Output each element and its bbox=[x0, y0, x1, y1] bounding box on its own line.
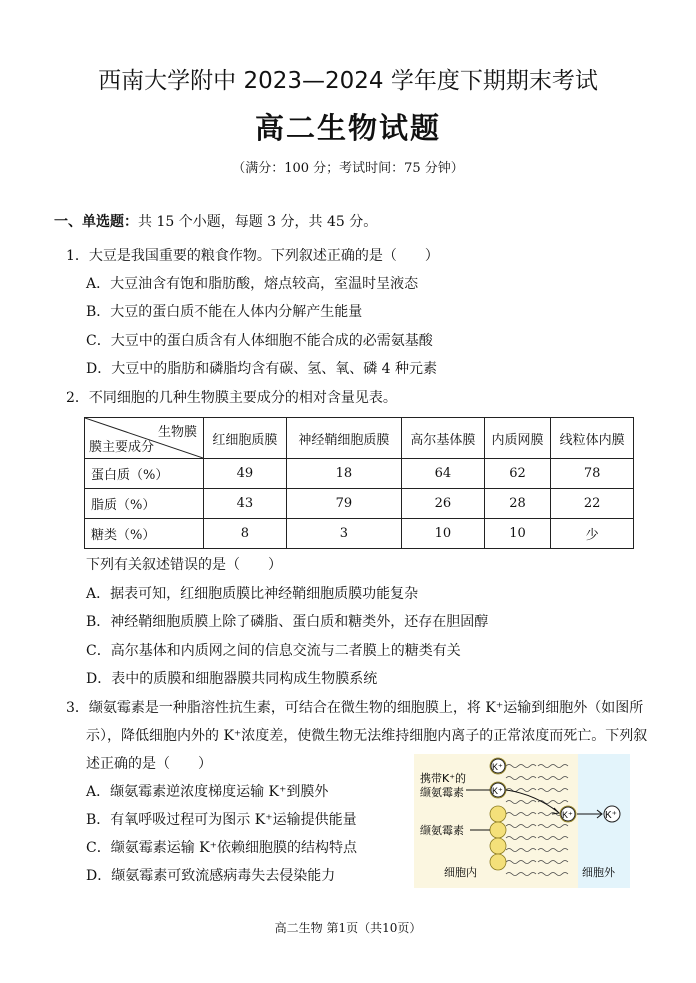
table-row bbox=[85, 489, 634, 519]
q3-stem-line2: 示），降低细胞内外的 K⁺浓度差，使微生物无法维持细胞内离子的正常浓度而死亡。下列叙 bbox=[86, 728, 648, 744]
table-cell: 10 bbox=[402, 519, 485, 549]
table-column-header: 内质网膜 bbox=[484, 418, 550, 459]
q3-option-d: D．缬氨霉素可致流感病毒失去侵染能力 bbox=[86, 868, 336, 884]
table-cell: 少 bbox=[551, 519, 634, 549]
table-cell: 22 bbox=[551, 489, 634, 519]
subject-title: 高二生物试题 bbox=[254, 111, 441, 145]
label-cell-inside: 细胞内 bbox=[444, 866, 477, 879]
page-footer: 高二生物 第1页（共10页） bbox=[274, 921, 422, 935]
q3-option-c: C．缬氨霉素运输 K⁺依赖细胞膜的结构特点 bbox=[86, 840, 358, 856]
q1-option-b: B．大豆的蛋白质不能在人体内分解产生能量 bbox=[86, 304, 363, 320]
section-label: 一、单选题： bbox=[54, 214, 138, 230]
table-cell: 26 bbox=[402, 489, 485, 519]
table-column-header: 红细胞质膜 bbox=[204, 418, 287, 459]
school-exam-title: 西南大学附中 2023—2024 学年度下期期末考试 bbox=[98, 68, 598, 94]
q2-option-a: A．据表可知，红细胞质膜比神经鞘细胞质膜功能复杂 bbox=[86, 586, 419, 602]
ion-label: K⁺ bbox=[492, 786, 503, 796]
ion-label: K⁺ bbox=[562, 810, 573, 820]
label-cell-outside: 细胞外 bbox=[582, 866, 615, 879]
q2-option-c: C．高尔基体和内质网之间的信息交流与二者膜上的糖类有关 bbox=[86, 643, 461, 659]
table-cell: 78 bbox=[551, 459, 634, 489]
corner-label-top: 生物膜 bbox=[157, 425, 197, 440]
q2-stem: 2．不同细胞的几种生物膜主要成分的相对含量见表。 bbox=[66, 390, 397, 406]
table-corner-cell bbox=[85, 418, 204, 459]
label-valinomycin: 缬氨霉素 bbox=[420, 824, 464, 837]
table-cell: 28 bbox=[484, 489, 550, 519]
table-cell: 43 bbox=[204, 489, 287, 519]
table-cell: 62 bbox=[484, 459, 550, 489]
q3-stem-line1: 3．缬氨霉素是一种脂溶性抗生素，可结合在微生物的细胞膜上，将 K⁺运输到细胞外（如图所 bbox=[66, 700, 644, 716]
table-row bbox=[85, 519, 634, 549]
q2-prompt: 下列有关叙述错误的是（ ） bbox=[86, 557, 282, 573]
q1-option-a: A．大豆油含有饱和脂肪酸，熔点较高，室温时呈液态 bbox=[86, 276, 419, 292]
table-cell: 49 bbox=[204, 459, 287, 489]
table-cell: 10 bbox=[484, 519, 550, 549]
label-carrier-line2: 缬氨霉素 bbox=[420, 786, 464, 799]
q1-stem: 1．大豆是我国重要的粮食作物。下列叙述正确的是（ ） bbox=[66, 248, 439, 264]
section-desc: 共 15 个小题，每题 3 分，共 45 分。 bbox=[138, 214, 378, 230]
corner-label-bottom: 膜主要成分 bbox=[89, 440, 155, 455]
q1-option-d: D．大豆中的脂肪和磷脂均含有碳、氢、氧、磷 4 种元素 bbox=[86, 361, 438, 377]
q2-option-b: B．神经鞘细胞质膜上除了磷脂、蛋白质和糖类外，还存在胆固醇 bbox=[86, 614, 489, 630]
label-carrier-line1: 携带K⁺的 bbox=[420, 772, 467, 785]
table-row bbox=[85, 459, 634, 489]
table-cell: 18 bbox=[286, 459, 401, 489]
table-column-header: 神经鞘细胞质膜 bbox=[286, 418, 401, 459]
table-row-label: 糖类（%） bbox=[85, 519, 204, 549]
ion-label: K⁺ bbox=[492, 762, 503, 772]
table-row-label: 脂质（%） bbox=[85, 489, 204, 519]
table-column-header: 高尔基体膜 bbox=[402, 418, 485, 459]
ion-label: K⁺ bbox=[605, 810, 617, 821]
table-row-label: 蛋白质（%） bbox=[85, 459, 204, 489]
exam-info: （满分：100 分；考试时间：75 分钟） bbox=[232, 161, 464, 176]
table-cell: 79 bbox=[286, 489, 401, 519]
q1-option-c: C．大豆中的蛋白质含有人体细胞不能合成的必需氨基酸 bbox=[86, 333, 433, 349]
table-column-header: 线粒体内膜 bbox=[551, 418, 634, 459]
valinomycin-transport-figure bbox=[414, 754, 630, 888]
q3-option-b: B．有氧呼吸过程可为图示 K⁺运输提供能量 bbox=[86, 812, 357, 828]
table-cell: 64 bbox=[402, 459, 485, 489]
section-heading bbox=[54, 211, 377, 231]
table-cell: 3 bbox=[286, 519, 401, 549]
q3-stem-line3: 述正确的是（ ） bbox=[86, 756, 212, 772]
membrane-composition-table bbox=[84, 417, 634, 549]
table-header-row bbox=[85, 418, 634, 459]
q2-option-d: D．表中的质膜和细胞器膜共同构成生物膜系统 bbox=[86, 671, 378, 687]
q3-option-a: A．缬氨霉素逆浓度梯度运输 K⁺到膜外 bbox=[86, 784, 329, 800]
table-cell: 8 bbox=[204, 519, 287, 549]
